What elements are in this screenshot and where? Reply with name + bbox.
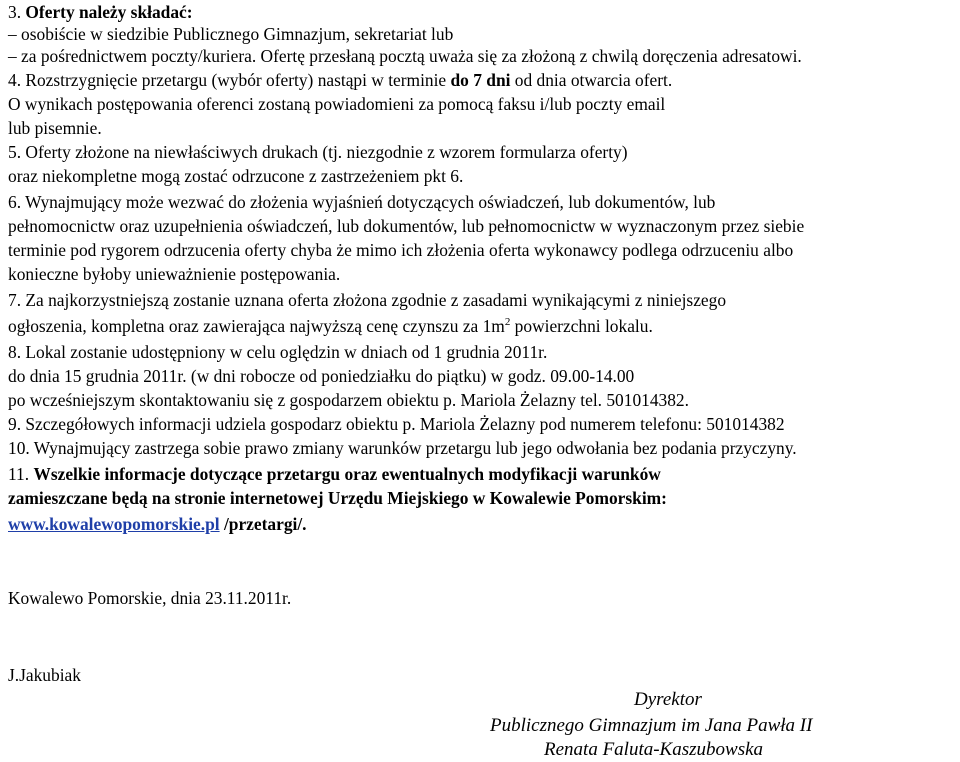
text-segment: powierzchni lokalu. — [510, 316, 653, 336]
bold-notice-line: zamieszczane będą na stronie internetowej Urzędu Miejskiego w Kowalewie Pomorskim: — [8, 488, 667, 508]
paragraph-line: 8. Lokal zostanie udostępniony w celu oględzin w dniach od 1 grudnia 2011r. — [8, 342, 548, 362]
text-segment: 4. Rozstrzygnięcie przetargu (wybór oferty) nastąpi w terminie — [8, 70, 451, 90]
text-segment: 11. — [8, 464, 34, 484]
text-segment: od dnia otwarcia ofert. — [510, 70, 673, 90]
signer-initial: J.Jakubiak — [8, 665, 81, 685]
paragraph-line: 10. Wynajmujący zastrzega sobie prawo zmiany warunków przetargu lub jego odwołania bez podania przyczyny. — [8, 438, 797, 458]
heading-text: Oferty należy składać: — [25, 2, 193, 22]
paragraph-line — [8, 514, 307, 534]
paragraph-line — [8, 70, 672, 90]
paragraph-line: – osobiście w siedzibie Publicznego Gimnazjum, sekretariat lub — [8, 24, 454, 44]
paragraph-line: 9. Szczegółowych informacji udziela gospodarz obiektu p. Mariola Żelazny pod numerem telefonu: 501014382 — [8, 414, 785, 434]
bold-deadline: do 7 dni — [450, 70, 511, 90]
link-suffix: /przetargi/. — [219, 514, 307, 534]
website-link[interactable]: www.kowalewopomorskie.pl — [8, 514, 220, 534]
paragraph-line: konieczne byłoby unieważnienie postępowania. — [8, 264, 341, 284]
bold-notice: Wszelkie informacje dotyczące przetargu oraz ewentualnych modyfikacji warunków — [33, 464, 661, 484]
paragraph-line: do dnia 15 grudnia 2011r. (w dni robocze od poniedziałku do piątku) w godz. 09.00-14.00 — [8, 366, 635, 386]
paragraph-line: po wcześniejszym skontaktowaniu się z gospodarzem obiektu p. Mariola Żelazny tel. 501014382. — [8, 390, 689, 410]
signature-school: Publicznego Gimnazjum im Jana Pawła II — [490, 715, 813, 736]
paragraph-line: O wynikach postępowania oferenci zostaną powiadomieni za pomocą faksu i/lub poczty email — [8, 94, 666, 114]
paragraph-line: 6. Wynajmujący może wezwać do złożenia wyjaśnień dotyczących oświadczeń, lub dokumentów, lub — [8, 192, 716, 212]
section-3-heading — [8, 2, 193, 22]
paragraph-line: 7. Za najkorzystniejszą zostanie uznana oferta złożona zgodnie z zasadami wynikającymi z niniejszego — [8, 290, 727, 310]
paragraph-line: 5. Oferty złożone na niewłaściwych drukach (tj. niezgodnie z wzorem formularza oferty) — [8, 142, 628, 162]
paragraph-line — [8, 316, 653, 336]
superscript: 2 — [504, 316, 511, 329]
signature-name: Renata Faluta-Kaszubowska — [544, 739, 764, 760]
paragraph-line: oraz niekompletne mogą zostać odrzucone z zastrzeżeniem pkt 6. — [8, 166, 464, 186]
paragraph-line: pełnomocnictw oraz uzupełnienia oświadczeń, lub dokumentów, lub pełnomocnictw w wyznaczonym przez siebie — [8, 216, 805, 236]
paragraph-line: terminie pod rygorem odrzucenia oferty chyba że mimo ich złożenia oferta wykonawcy podlega odrzuceniu albo — [8, 240, 794, 260]
line-number: 3. — [8, 2, 22, 22]
paragraph-line: – za pośrednictwem poczty/kuriera. Ofertę przesłaną pocztą uważa się za złożoną z chwilą doręczenia adresatowi. — [8, 46, 802, 66]
signature-title: Dyrektor — [634, 689, 702, 710]
paragraph-line: lub pisemnie. — [8, 118, 102, 138]
paragraph-line — [8, 464, 661, 484]
text-segment: ogłoszenia, kompletna oraz zawierająca najwyższą cenę czynszu za 1m — [8, 316, 505, 336]
place-and-date: Kowalewo Pomorskie, dnia 23.11.2011r. — [8, 588, 292, 608]
